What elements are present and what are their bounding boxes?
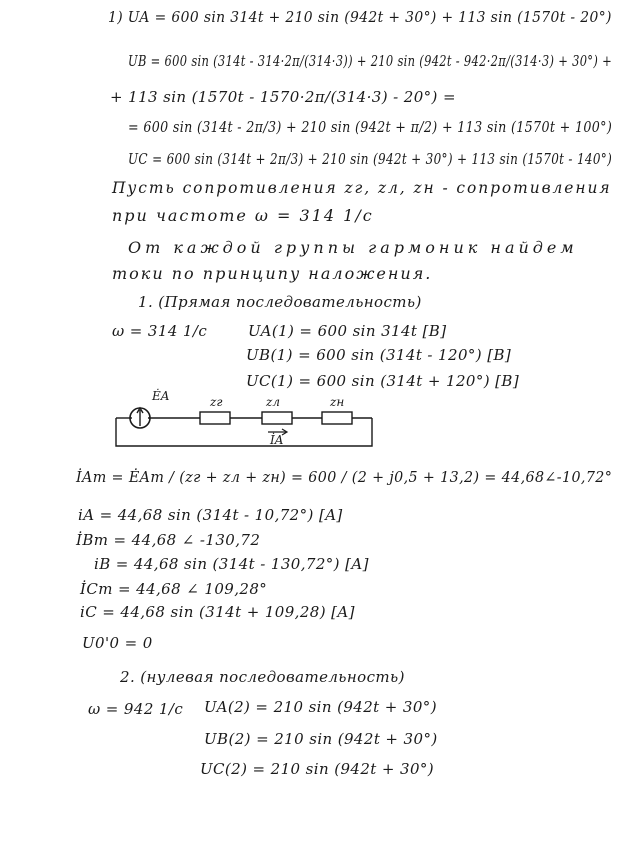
text-harmonics: От каждой группы гармоник найдем bbox=[128, 238, 578, 257]
impedance-zn bbox=[322, 412, 352, 424]
impedance-zl bbox=[262, 412, 292, 424]
eq-ib: iB = 44,68 sin (314t - 130,72°) [A] bbox=[94, 555, 369, 573]
impedance-zg-label: zг bbox=[210, 395, 223, 409]
text-superposition: токи по принципу наложения. bbox=[112, 264, 433, 283]
impedance-zl-label: zл bbox=[266, 395, 280, 409]
eq-icm: İCm = 44,68 ∠ 109,28° bbox=[80, 580, 268, 598]
eq-ua2: UA(2) = 210 sin (942t + 30°) bbox=[204, 698, 437, 716]
eq-u00: U0'0 = 0 bbox=[82, 634, 153, 652]
eq-ub1: UB(1) = 600 sin (314t - 120°) [B] bbox=[246, 346, 512, 364]
eq-ub-continued: + 113 sin (1570t - 1570·2π/(314·3) - 20°) = bbox=[110, 88, 456, 106]
eq-ub-simplified: = 600 sin (314t - 2π/3) + 210 sin (942t + π/2) + 113 sin (1570t + 100°) bbox=[128, 118, 613, 136]
text-frequency: при частоте ω = 314 1/c bbox=[112, 206, 374, 225]
heading-zero-sequence: 2. (нулевая последовательность) bbox=[120, 668, 405, 686]
impedance-zn-label: zн bbox=[330, 395, 345, 409]
source-label: ĖA bbox=[152, 389, 170, 403]
heading-positive-sequence: 1. (Прямая последовательность) bbox=[138, 293, 422, 311]
eq-ub2: UB(2) = 210 sin (942t + 30°) bbox=[204, 730, 438, 748]
eq-iam: İAm = ĖAm / (zг + zл + zн) = 600 / (2 + j0,5 + 13,2) = 44,68∠-10,72° bbox=[76, 468, 613, 486]
text-resistances: Пусть сопротивления zг, zл, zн - сопротивления bbox=[112, 178, 612, 197]
circuit-return-wire bbox=[116, 418, 372, 446]
impedance-zg bbox=[200, 412, 230, 424]
circuit-diagram bbox=[100, 382, 390, 454]
omega-zero: ω = 942 1/c bbox=[88, 700, 184, 718]
eq-uc: UC = 600 sin (314t + 2π/3) + 210 sin (942t + 30°) + 113 sin (1570t - 140°) bbox=[128, 150, 613, 168]
omega-positive: ω = 314 1/c bbox=[112, 322, 208, 340]
eq-ua1: UA(1) = 600 sin 314t [B] bbox=[248, 322, 447, 340]
current-label: İA bbox=[270, 433, 284, 447]
eq-ua: 1) UA = 600 sin 314t + 210 sin (942t + 30°) + 113 sin (1570t - 20°) bbox=[108, 8, 612, 26]
eq-uc2: UC(2) = 210 sin (942t + 30°) bbox=[200, 760, 435, 778]
eq-ub-expanded: UB = 600 sin (314t - 314·2π/(314·3)) + 210 sin (942t - 942·2π/(314·3) + 30°) + bbox=[128, 52, 613, 70]
eq-ia: iA = 44,68 sin (314t - 10,72°) [A] bbox=[78, 506, 343, 524]
eq-uc1: UC(1) = 600 sin (314t + 120°) [B] bbox=[246, 372, 520, 390]
eq-ic: iC = 44,68 sin (314t + 109,28) [A] bbox=[80, 603, 355, 621]
eq-ibm: İBm = 44,68 ∠ -130,72 bbox=[76, 531, 261, 549]
